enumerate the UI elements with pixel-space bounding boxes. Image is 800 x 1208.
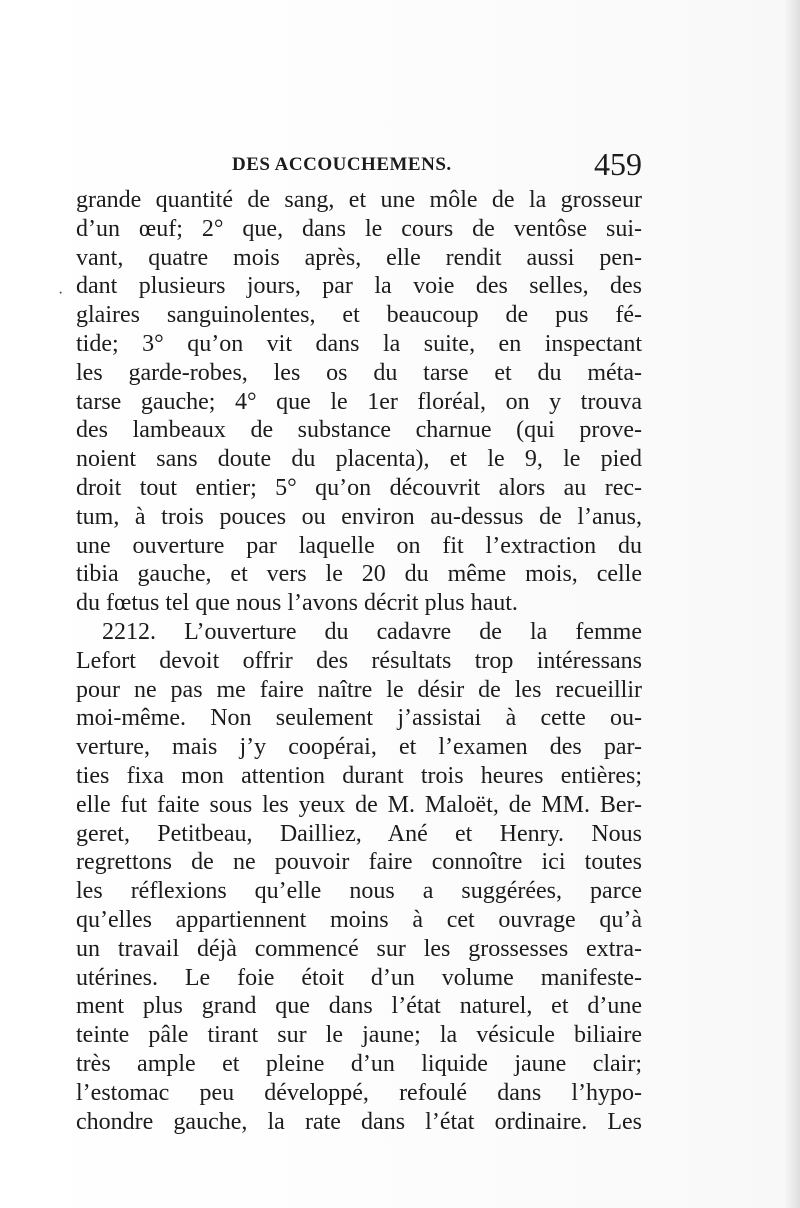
text-line: moi-même. Non seulement j’assistai à cette ou-	[76, 705, 642, 732]
text-line: chondre gauche, la rate dans l’état ordinaire. Les	[76, 1108, 642, 1135]
text-line: l’estomac peu développé, refoulé dans l’hypo-	[76, 1079, 642, 1106]
text-line: qu’elles appartiennent moins à cet ouvrage qu’à	[76, 906, 642, 933]
text-line: une ouverture par laquelle on fit l’extraction du	[76, 532, 642, 559]
text-line: droit tout entier; 5° qu’on découvrit alors au rec-	[76, 474, 642, 501]
text-line: noient sans doute du placenta), et le 9, le pied	[76, 446, 642, 473]
text-line: du fœtus tel que nous l’avons décrit plus haut.	[76, 590, 518, 617]
text-line: vant, quatre mois après, elle rendit aussi pen-	[76, 244, 642, 271]
page-number: 459	[594, 146, 642, 182]
text-line: ties fixa mon attention durant trois heures entières;	[76, 762, 642, 789]
text-line: tibia gauche, et vers le 20 du même mois, celle	[76, 561, 642, 588]
body-text	[76, 186, 642, 1136]
text-line: un travail déjà commencé sur les grossesses extra-	[76, 935, 642, 962]
text-line: dant plusieurs jours, par la voie des selles, des	[76, 273, 642, 300]
page-header	[76, 146, 650, 186]
text-line: utérines. Le foie étoit d’un volume manifeste-	[76, 964, 642, 991]
text-line: tarse gauche; 4° que le 1er floréal, on y trouva	[76, 388, 642, 415]
text-line: elle fut faite sous les yeux de M. Maloët, de MM. Ber-	[76, 791, 642, 818]
text-line: pour ne pas me faire naître le désir de les recueillir	[76, 676, 642, 703]
text-line: teinte pâle tirant sur le jaune; la vésicule biliaire	[76, 1022, 642, 1049]
text-line: d’un œuf; 2° que, dans le cours de ventôse sui-	[76, 215, 642, 242]
text-line: ment plus grand que dans l’état naturel, et d’une	[76, 993, 642, 1020]
text-line: regrettons de ne pouvoir faire connoître ici toutes	[76, 849, 642, 876]
text-line: des lambeaux de substance charnue (qui prove-	[76, 417, 642, 444]
text-line: verture, mais j’y coopérai, et l’examen des par-	[76, 734, 642, 761]
text-line: geret, Petitbeau, Dailliez, Ané et Henry. Nous	[76, 820, 642, 847]
text-line: les réflexions qu’elle nous a suggérées, parce	[76, 878, 642, 905]
text-line: les garde-robes, les os du tarse et du méta-	[76, 359, 642, 386]
text-line: glaires sanguinolentes, et beaucoup de pus fé-	[76, 302, 642, 329]
text-line: tum, à trois pouces ou environ au-dessus de l’anus,	[76, 503, 642, 530]
page-edge-shadow	[784, 0, 800, 1208]
paragraph-start-line: 2212. L’ouverture du cadavre de la femme	[102, 618, 642, 645]
text-line: grande quantité de sang, et une môle de la grosseur	[76, 187, 642, 213]
text-line: tide; 3° qu’on vit dans la suite, en inspectant	[76, 330, 642, 357]
text-line: Lefort devoit offrir des résultats trop intéressans	[76, 647, 642, 674]
running-title: DES ACCOUCHEMENS.	[232, 154, 452, 175]
text-line: très ample et pleine d’un liquide jaune clair;	[76, 1050, 642, 1077]
margin-speck: ·	[58, 285, 64, 302]
